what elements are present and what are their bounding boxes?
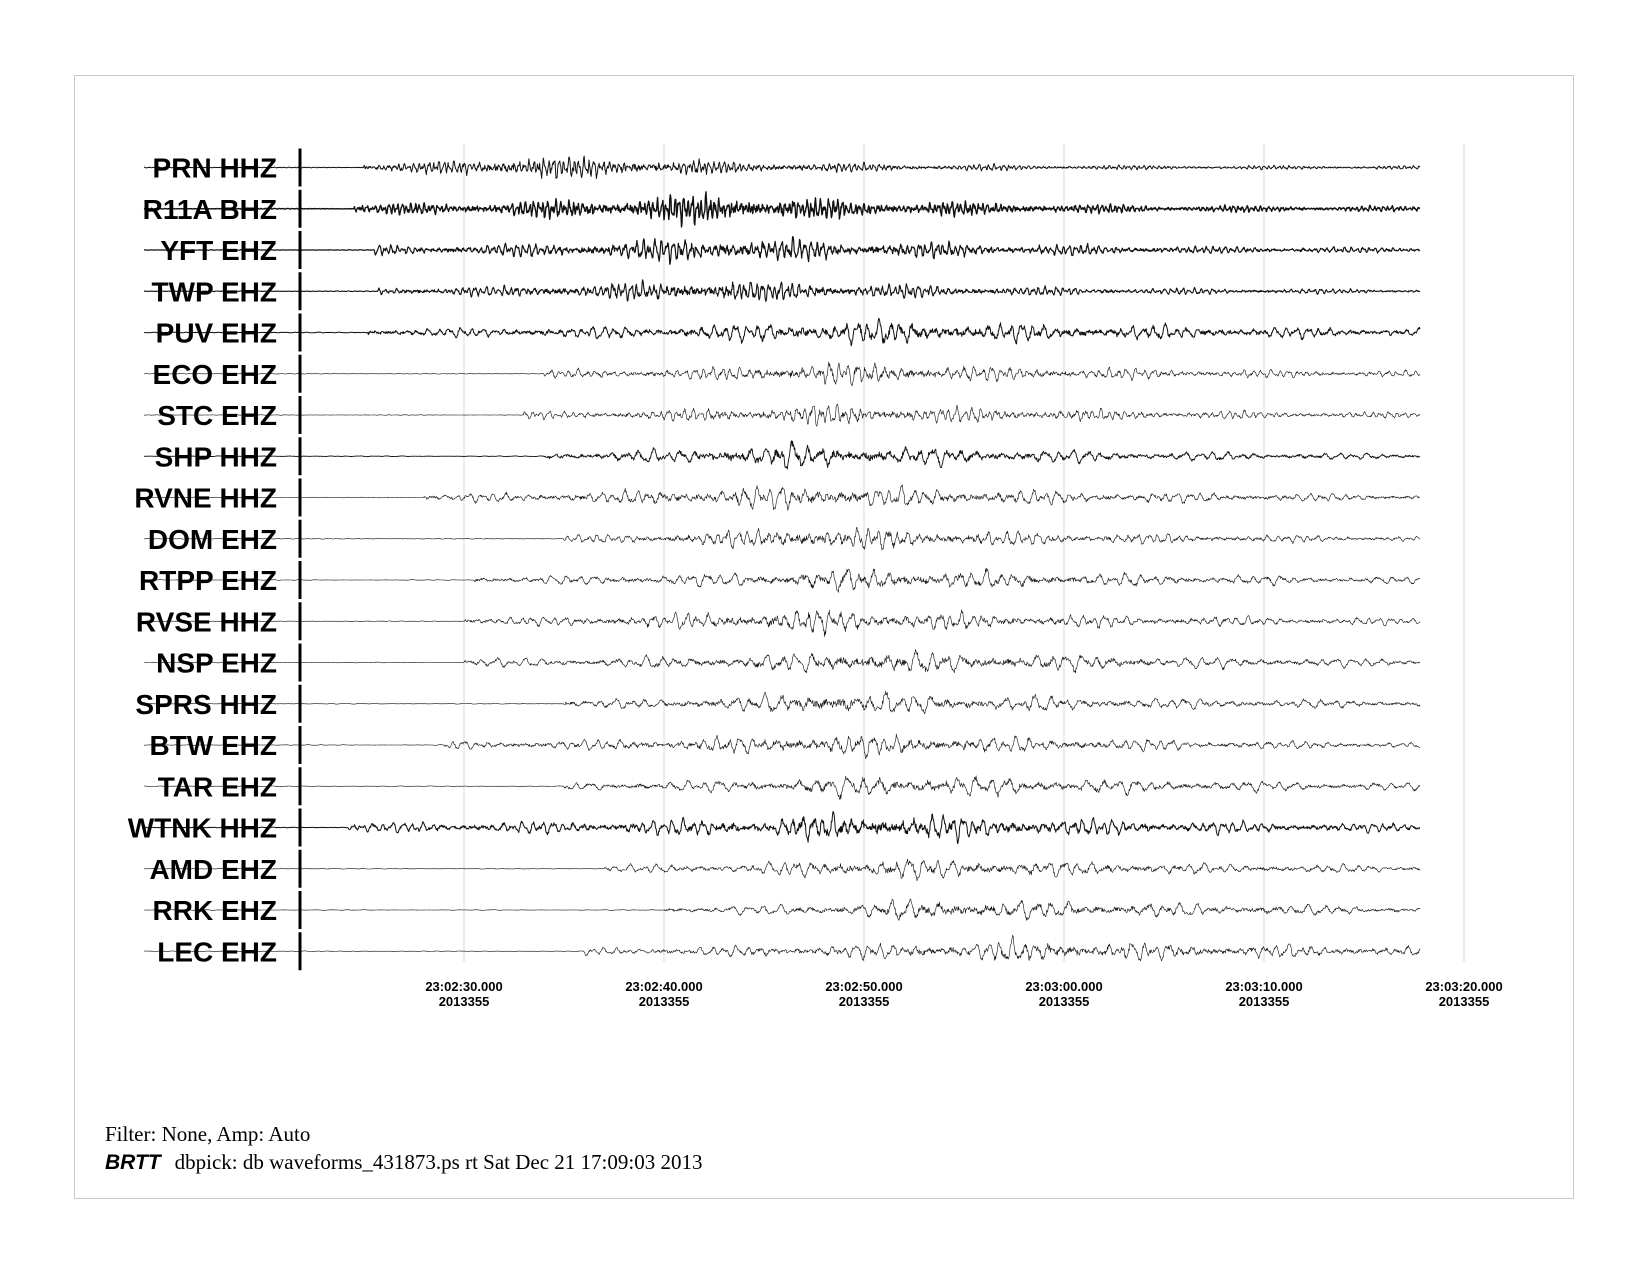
time-gridlines <box>464 144 1464 962</box>
station-label: RVSE HHZ <box>135 606 277 638</box>
waveform-trace <box>144 568 1420 592</box>
station-label: SHP HHZ <box>154 441 277 473</box>
waveform-trace <box>144 610 1420 637</box>
tick-label-time: 23:02:30.000 <box>425 979 503 994</box>
station-label: ECO EHZ <box>152 358 277 390</box>
waveform-trace <box>144 812 1420 844</box>
waveform-trace <box>144 441 1420 469</box>
waveform-trace <box>144 899 1420 921</box>
waveform-trace <box>144 691 1420 714</box>
station-label: STC EHZ <box>157 400 277 431</box>
station-label: RTPP EHZ <box>139 565 277 596</box>
tick-label-time: 23:03:10.000 <box>1225 979 1303 994</box>
tick-label-date: 2013355 <box>638 994 690 1009</box>
station-labels <box>128 149 300 971</box>
waveform-trace <box>144 935 1420 961</box>
dbpick-info: dbpick: db waveforms_431873.ps rt Sat Dec 21 17:09:03 2013 <box>174 1150 703 1174</box>
station-label: PUV EHZ <box>155 317 277 349</box>
tick-label-time: 23:02:50.000 <box>825 979 903 994</box>
waveform-trace <box>144 650 1420 674</box>
station-label: BTW EHZ <box>149 730 277 761</box>
waveform-trace <box>144 859 1420 881</box>
station-label: RVNE HHZ <box>134 482 277 514</box>
waveform-trace <box>144 192 1420 227</box>
waveform-trace <box>144 362 1420 386</box>
time-axis <box>425 979 1502 1009</box>
station-label: WTNK HHZ <box>127 812 277 844</box>
station-label: DOM EHZ <box>147 523 277 555</box>
station-label: SPRS HHZ <box>135 688 277 720</box>
station-label: LEC EHZ <box>157 936 277 968</box>
credit-line <box>105 1150 702 1175</box>
station-label: TWP EHZ <box>151 276 277 308</box>
filter-info: Filter: None, Amp: Auto <box>105 1122 311 1146</box>
waveform-trace <box>144 280 1420 302</box>
tick-label-date: 2013355 <box>838 994 890 1009</box>
waveform-trace <box>144 734 1420 758</box>
waveform-trace <box>144 528 1420 551</box>
station-label: PRN HHZ <box>152 152 277 184</box>
tick-label-time: 23:03:20.000 <box>1425 979 1503 994</box>
station-label: NSP EHZ <box>156 647 277 679</box>
tick-label-time: 23:03:00.000 <box>1025 979 1103 994</box>
waveform-trace <box>144 776 1420 800</box>
station-label: YFT EHZ <box>160 235 277 266</box>
station-label: AMD EHZ <box>149 853 277 885</box>
station-label: RRK EHZ <box>152 895 277 926</box>
waveform-traces <box>144 156 1420 961</box>
station-label: R11A BHZ <box>142 193 277 225</box>
waveform-trace <box>144 485 1420 511</box>
waveform-trace <box>144 318 1420 346</box>
waveform-trace <box>144 404 1420 426</box>
tick-label-date: 2013355 <box>1038 994 1090 1009</box>
waveform-trace <box>144 156 1420 178</box>
brtt-logo: BRTT <box>105 1151 161 1174</box>
tick-label-date: 2013355 <box>1438 994 1490 1009</box>
waveform-trace <box>144 237 1420 265</box>
station-label: TAR EHZ <box>157 771 277 803</box>
tick-label-date: 2013355 <box>1238 994 1290 1009</box>
tick-label-time: 23:02:40.000 <box>625 979 703 994</box>
tick-label-date: 2013355 <box>438 994 490 1009</box>
